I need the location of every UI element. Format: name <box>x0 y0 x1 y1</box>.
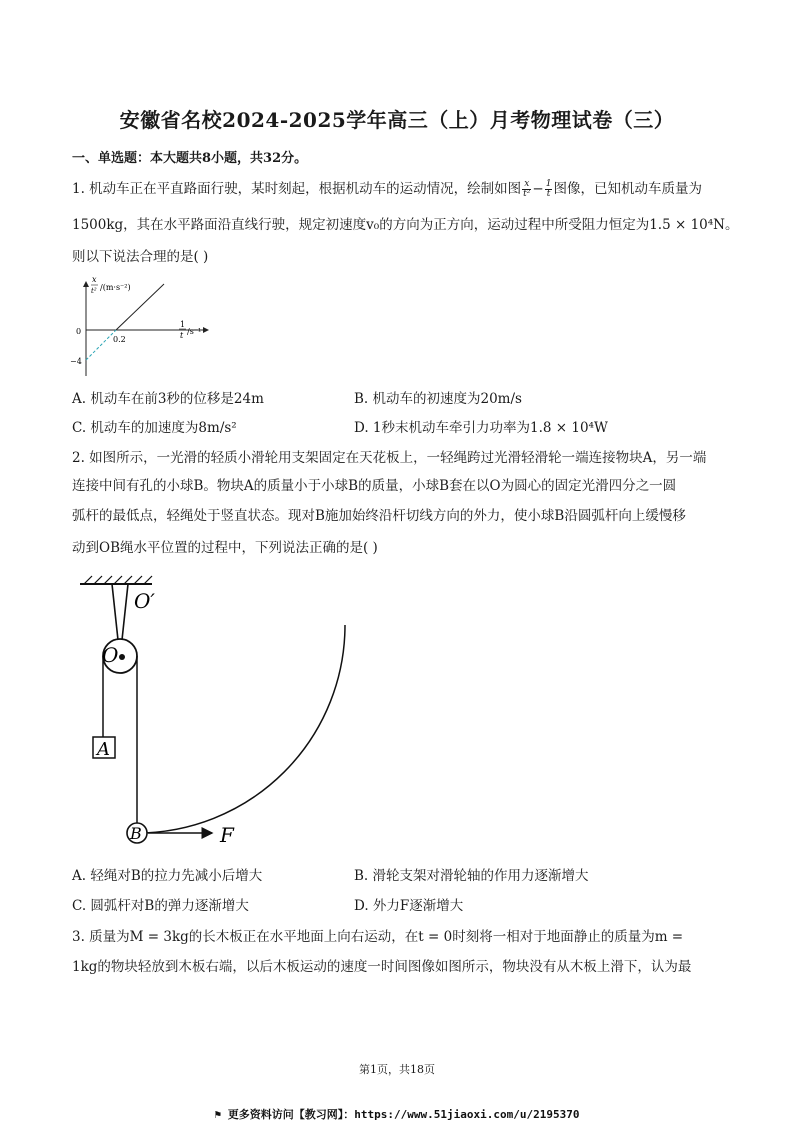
q1-graph-dashed-extension <box>86 330 116 360</box>
q2-ceiling-hatch <box>84 576 152 584</box>
q2-line4: 动到OB绳水平位置的过程中，下列说法正确的是( ) <box>72 540 378 556</box>
q2-option-b[interactable]: B. 滑轮支架对滑轮轴的作用力逐渐增大 <box>354 868 589 884</box>
q2-bracket-left <box>112 584 118 640</box>
q2-label-o: O <box>102 643 119 667</box>
q1-graph-origin: 0 <box>76 327 82 336</box>
q1-line1-post: 图像，已知机动车质量为 <box>553 181 702 197</box>
q1-graph-x-tick: 0.2 <box>113 335 126 344</box>
q2-diagram <box>70 572 370 852</box>
q1-line1 <box>72 179 722 199</box>
q2-option-a[interactable]: A. 轻绳对B的拉力先减小后增大 <box>72 868 263 884</box>
q2-label-a: A <box>97 739 110 760</box>
q1-graph-y-den: t² <box>91 287 97 295</box>
q1-option-d[interactable]: D. 1秒末机动车牵引力功率为1.8 × 10⁴W <box>354 420 608 436</box>
q2-pulley-axle <box>119 654 125 660</box>
q1-frac-1-t: $\frac{1}{t}$ <box>545 179 552 199</box>
q2-line3: 弧杆的最低点，轻绳处于竖直状态。现对B施加始终沿杆切线方向的外力，使小球B沿圆弧杆向上缓慢移 <box>72 508 686 524</box>
q1-graph-y-frac: x <box>92 275 97 284</box>
q2-option-c[interactable]: C. 圆弧杆对B的弹力逐渐增大 <box>72 898 249 914</box>
q1-graph-x-num: 1 <box>180 320 186 329</box>
q1-line1-pre: 1. 机动车正在平直路面行驶，某时刻起，根据机动车的运动情况，绘制如图 <box>72 181 522 197</box>
q3-line2: 1kg的物块轻放到木板右端，以后木板运动的速度一时间图像如图所示，物块没有从木板上滑下，认为最 <box>72 959 692 975</box>
q1-option-a[interactable]: A. 机动车在前3秒的位移是24m <box>72 391 264 407</box>
q2-option-d[interactable]: D. 外力F逐渐增大 <box>354 898 464 914</box>
q2-bracket-right <box>122 584 128 640</box>
q1-option-c[interactable]: C. 机动车的加速度为8m/s² <box>72 420 237 436</box>
q1-frac-x-t2: $\frac{x}{\text{t²}}$ <box>523 179 531 199</box>
q1-graph-x-unit: /s⁻¹ <box>187 327 202 336</box>
q2-arc-rod <box>137 625 345 833</box>
q2-label-f: F <box>220 823 234 847</box>
q1-graph-x-den: t <box>180 331 184 340</box>
q1-option-b[interactable]: B. 机动车的初速度为20m/s <box>354 391 522 407</box>
q2-line2: 连接中间有孔的小球B。物块A的质量小于小球B的质量，小球B套在以O为圆心的固定光滑四分之一圆 <box>72 478 677 494</box>
q1-graph-y-tick: −4 <box>70 357 82 366</box>
exam-title: 安徽省名校2024-2025学年高三（上）月考物理试卷（三） <box>119 108 675 132</box>
q1-minus: − <box>532 181 544 197</box>
q2-line1: 2. 如图所示，一光滑的轻质小滑轮用支架固定在天花板上，一轻绳跨过光滑轻滑轮一端连接物块A，另一端 <box>72 450 707 466</box>
q1-graph-y-unit: /(m·s⁻²) <box>100 283 131 292</box>
q2-label-b: B <box>130 824 142 843</box>
section-heading: 一、单选题：本大题共8小题，共32分。 <box>72 151 308 166</box>
q1-graph <box>60 268 220 380</box>
flag-icon: ⚑ <box>214 1108 228 1121</box>
q2-label-o-prime: O′ <box>134 589 155 613</box>
q1-line3: 则以下说法合理的是( ) <box>72 249 209 265</box>
page-footer: 第1页，共18页 <box>359 1063 435 1076</box>
q1-line2: 1500kg，其在水平路面沿直线行驶，规定初速度v₀的方向为正方向，运动过程中所受阻力恒定为1.5 × 10⁴N。 <box>72 217 739 233</box>
q3-line1: 3. 质量为M = 3kg的长木板正在水平地面上向右运动，在t = 0时刻将一相对于地面静止的质量为m = <box>72 929 684 945</box>
promo-link[interactable]: ⚑ 更多资料访问【教习网】：https://www.51jiaoxi.com/u/2195370 <box>214 1108 580 1121</box>
